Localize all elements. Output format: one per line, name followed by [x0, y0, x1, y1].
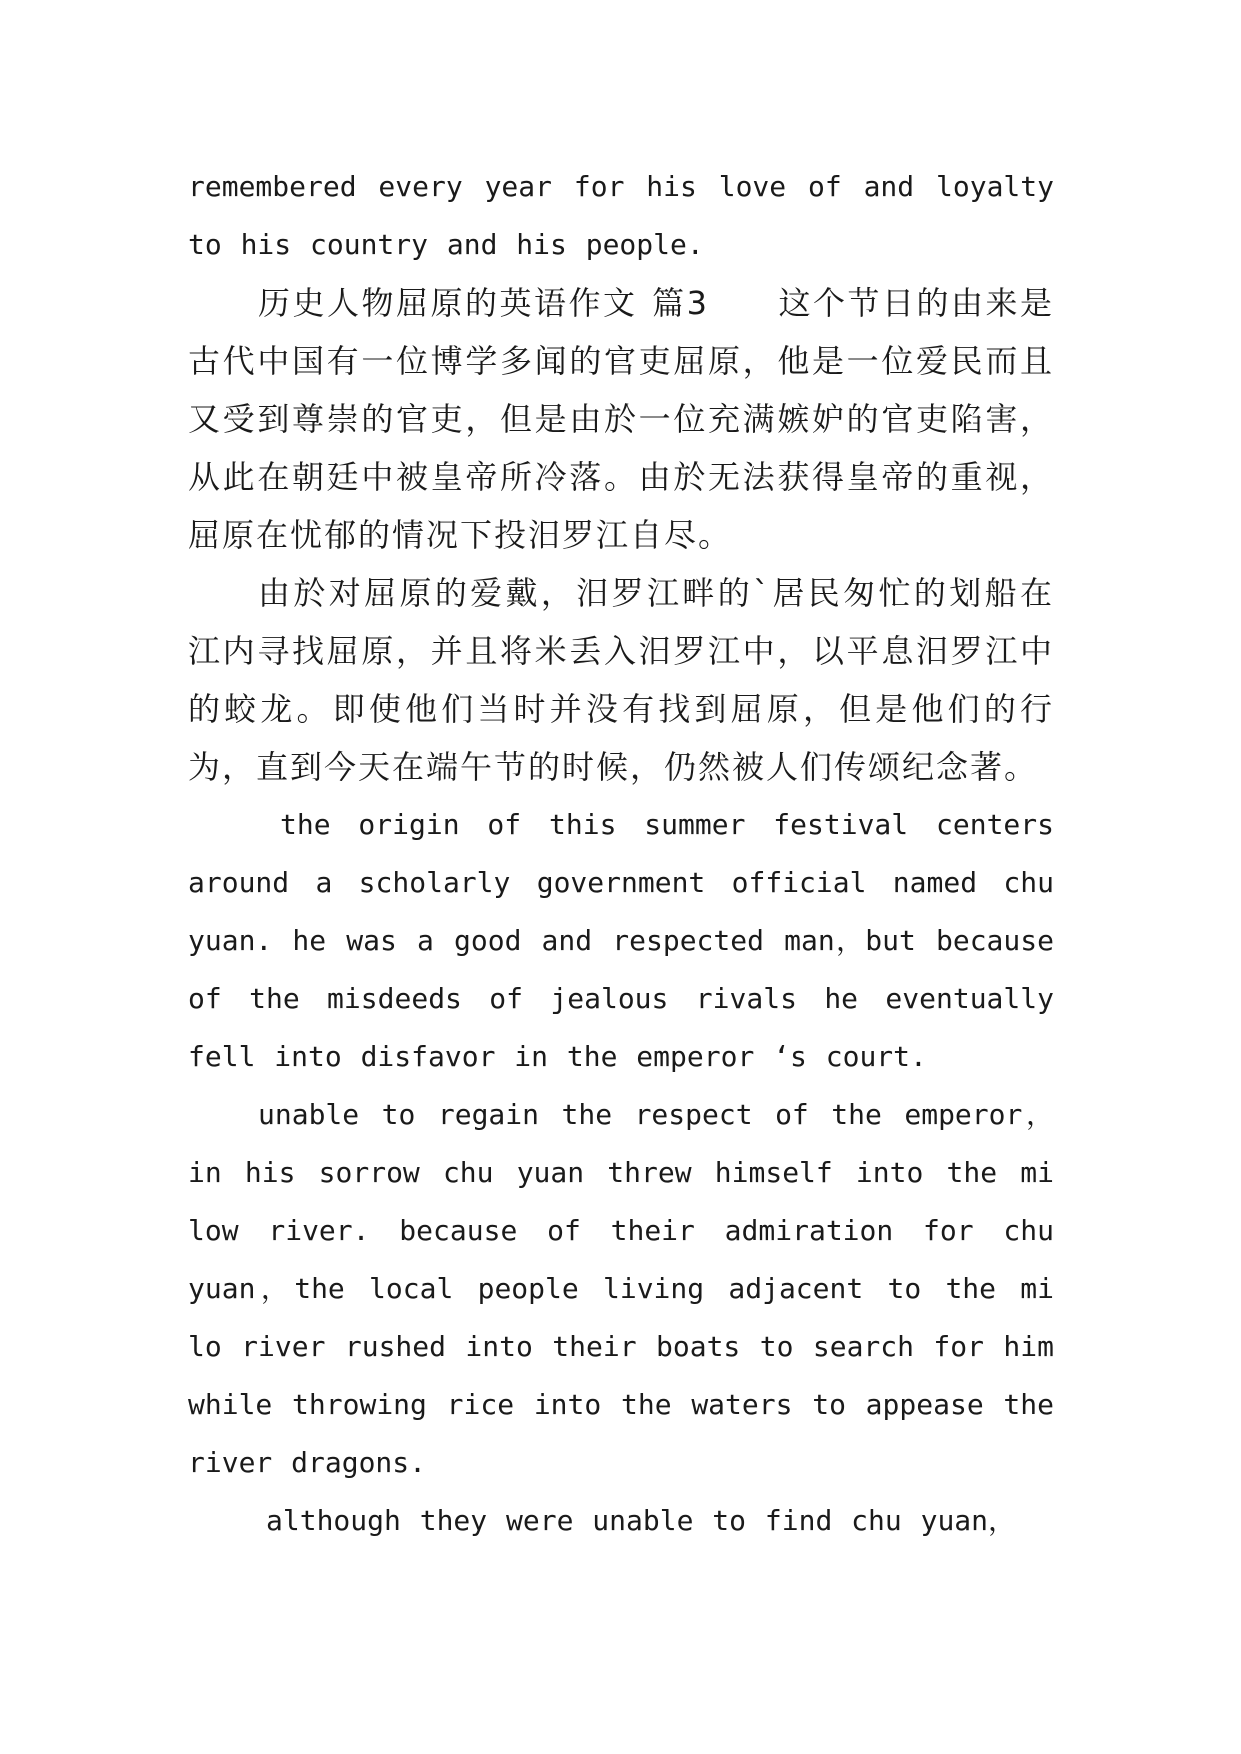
paragraph-continuation: remembered every year for his love of and loyalty to his country and his people. — [188, 170, 1054, 261]
paragraph-english-river: unable to regain the respect of the emperor，in his sorrow chu yuan threw himself into the mi low river. because of their admiration for chu yuan，the local people living adjacent to the mi lo river rushed into their boats to search for him while throwing rice into the waters to appease the river dragons. — [188, 1098, 1054, 1479]
paragraph-chinese-legend: 由於对屈原的爱戴，汨罗江畔的`居民匆忙的划船在江内寻找屈原，并且将米丢入汨罗江中，以平息汨罗江中的蛟龙。即使他们当时并没有找到屈原，但是他们的行为，直到今天在端午节的时候，仍然被人们传颂纪念著。 — [188, 574, 1054, 786]
paragraph-english-ending: although they were unable to find chu yuan， — [266, 1504, 1017, 1537]
document-page — [188, 158, 1054, 1550]
paragraph-english-origin: the origin of this summer festival centers around a scholarly government official named chu yuan. he was a good and respected man，but because of the misdeeds of jealous rivals he eventually fell into disfavor in the emperor ‘s court. — [188, 808, 1054, 1073]
paragraph-chinese-intro: 历史人物屈原的英语作文 篇3 这个节日的由来是古代中国有一位博学多闻的官吏屈原，他是一位爱民而且又受到尊崇的官吏，但是由於一位充满嫉妒的官吏陷害，从此在朝廷中被皇帝所冷落。由於无法获得皇帝的重视，屈原在忧郁的情况下投汨罗江自尽。 — [188, 284, 1054, 554]
